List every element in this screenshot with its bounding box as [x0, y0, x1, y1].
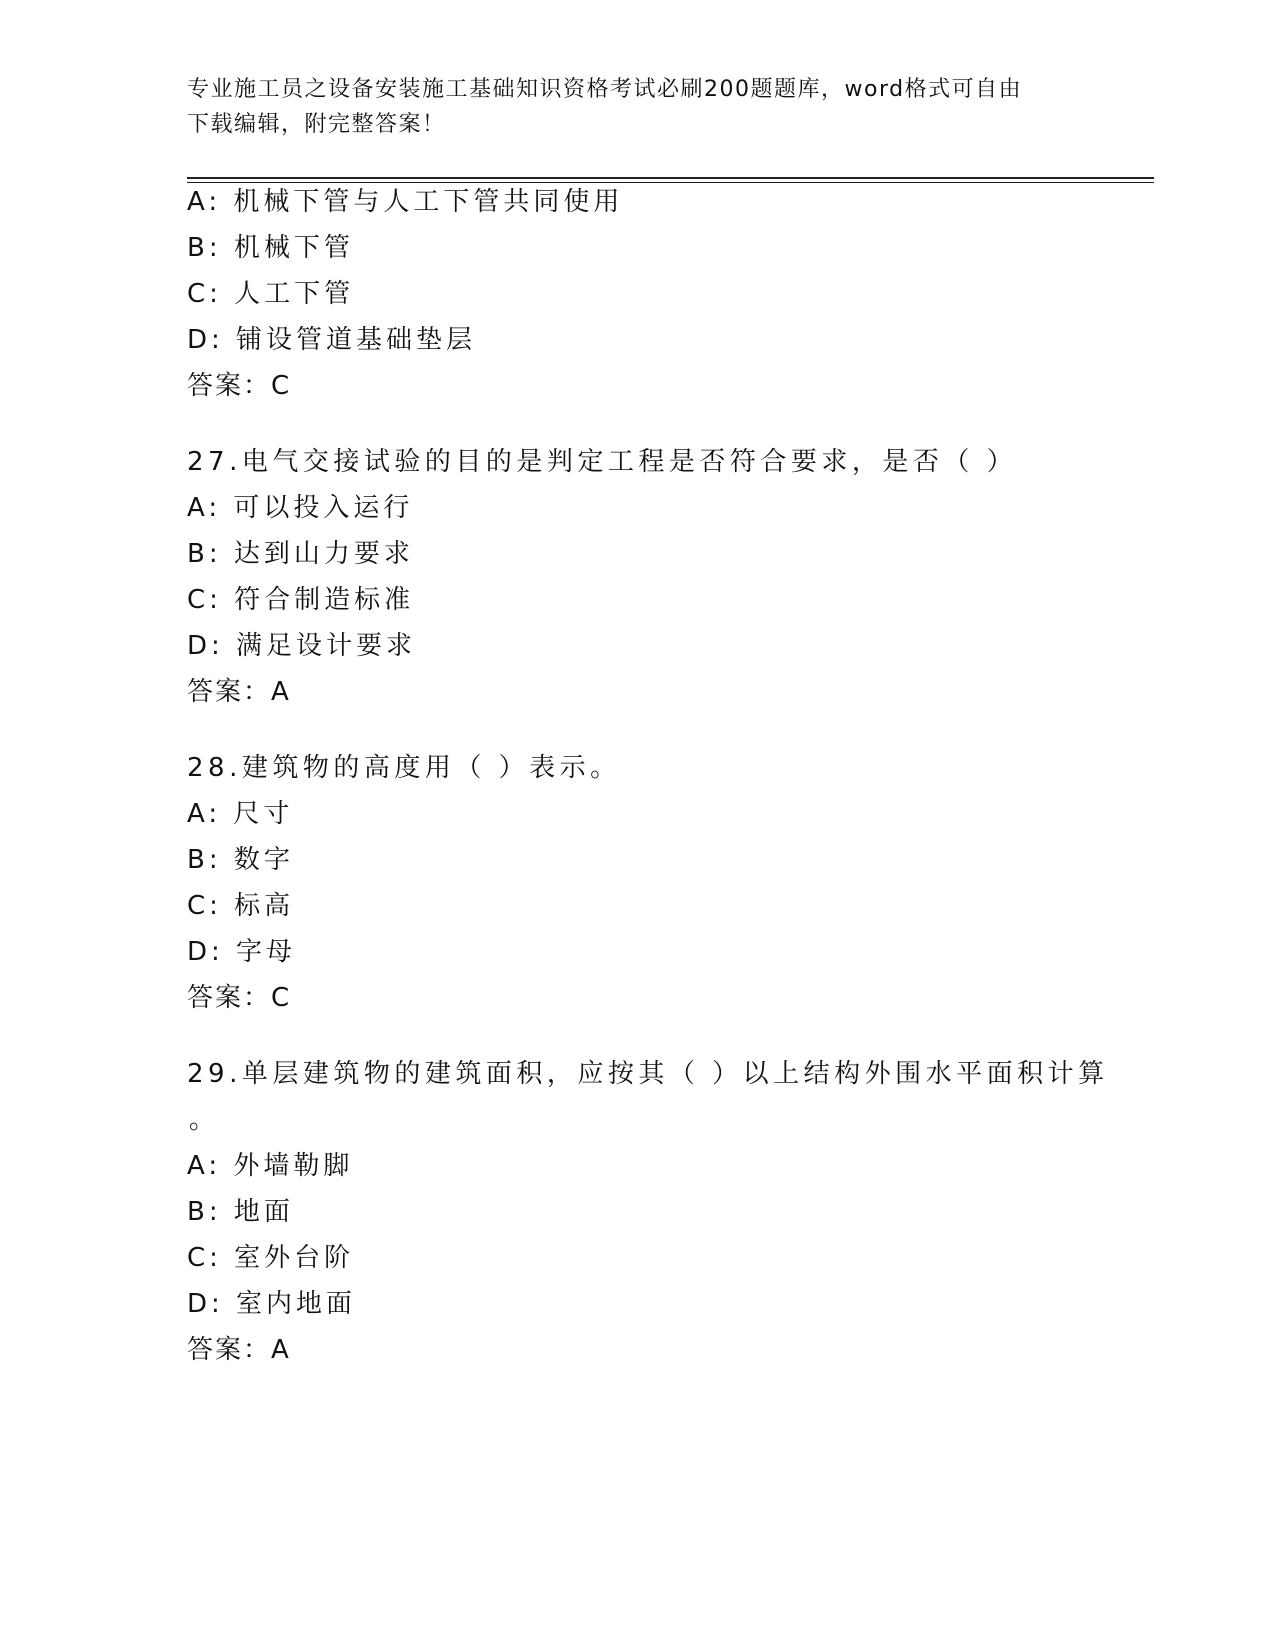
option-c: C: 标高 [187, 891, 295, 921]
document-header [187, 72, 1087, 142]
option-d: D: 室内地面 [187, 1289, 357, 1319]
option-a: A: 外墙勒脚 [187, 1151, 354, 1181]
option-b: B: 达到山力要求 [187, 539, 414, 569]
question-text-continuation: 。 [189, 1105, 216, 1135]
option-c: C: 符合制造标准 [187, 585, 415, 615]
option-b: B: 地面 [187, 1197, 294, 1227]
answer: 答案：C [187, 983, 292, 1013]
option-c: C: 人工下管 [187, 279, 355, 309]
question-text: 29.单层建筑物的建筑面积，应按其（ ）以上结构外围水平面积计算 [187, 1059, 1109, 1089]
option-d: D: 字母 [187, 937, 297, 967]
answer: 答案：C [187, 371, 292, 401]
answer: 答案：A [187, 1335, 291, 1365]
option-d: D: 满足设计要求 [187, 631, 417, 661]
option-a: A: 尺寸 [187, 799, 294, 829]
question-27-block [187, 439, 1087, 715]
question-29-block [187, 1051, 1109, 1373]
option-a: A: 可以投入运行 [187, 493, 414, 523]
answer: 答案：A [187, 677, 291, 707]
question-text: 27.电气交接试验的目的是判定工程是否符合要求，是否（ ） [187, 447, 1018, 477]
option-c: C: 室外台阶 [187, 1243, 355, 1273]
question-28-block [187, 745, 1087, 1021]
header-line-2: 下载编辑，附完整答案！ [187, 112, 446, 137]
option-d: D: 铺设管道基础垫层 [187, 325, 477, 355]
header-line-1: 专业施工员之设备安装施工基础知识资格考试必刷200题题库，word格式可自由 [187, 77, 1023, 102]
question-26-block [187, 179, 1087, 409]
option-b: B: 数字 [187, 845, 294, 875]
option-a: A: 机械下管与人工下管共同使用 [187, 187, 624, 217]
question-text: 28.建筑物的高度用（ ）表示。 [187, 753, 621, 783]
option-b: B: 机械下管 [187, 233, 354, 263]
